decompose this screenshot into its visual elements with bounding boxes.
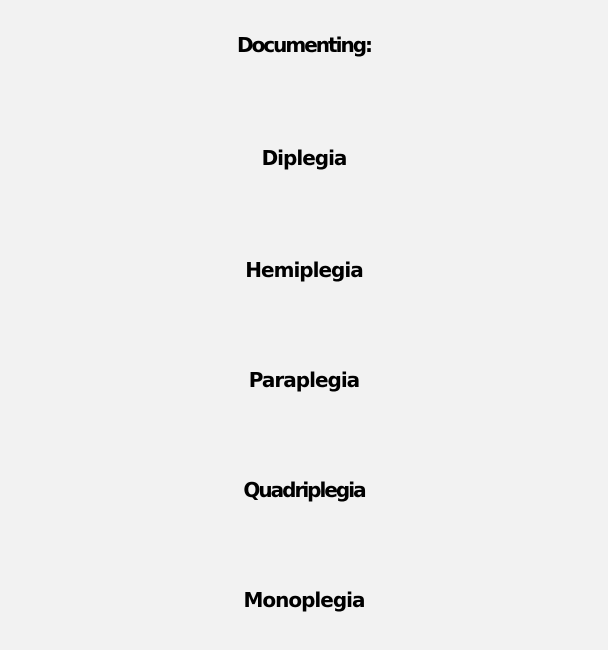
term-monoplegia: Monoplegia: [243, 588, 365, 612]
term-diplegia: Diplegia: [261, 146, 347, 170]
term-hemiplegia: Hemiplegia: [245, 258, 363, 282]
term-paraplegia: Paraplegia: [248, 368, 360, 392]
slide-title: Documenting:: [236, 33, 372, 57]
term-quadriplegia: Quadriplegia: [243, 478, 365, 502]
